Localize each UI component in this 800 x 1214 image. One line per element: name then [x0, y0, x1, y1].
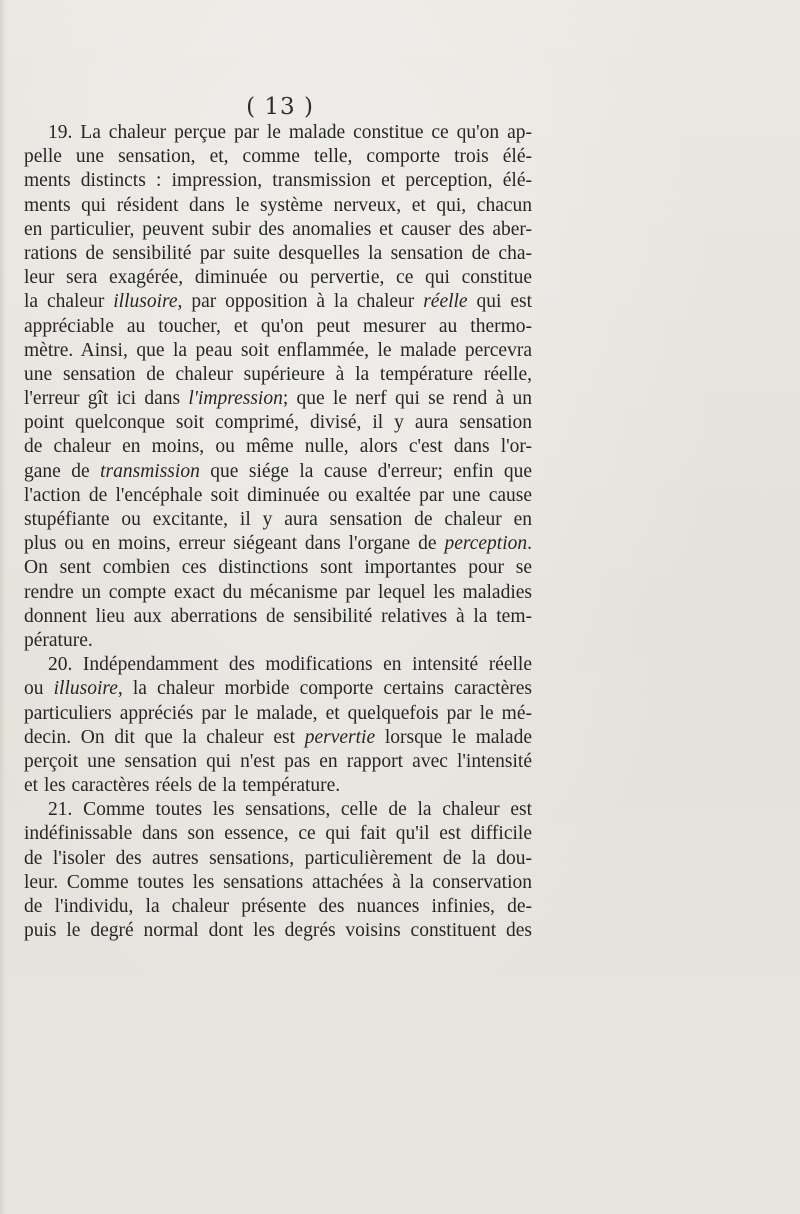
text-line: de chaleur en moins, ou même nulle, alors c'est dans l'or- [24, 436, 532, 458]
text-line: de l'individu, la chaleur présente des nuances infinies, de- [24, 896, 532, 917]
text-line: l'action de l'encéphale soit diminuée ou exaltée par une cause [24, 484, 532, 506]
page-number: ( 13 ) [246, 94, 314, 120]
text-line: rations de sensibilité par suite desquelles la sensation de cha- [24, 242, 532, 264]
text-line: indéfinissable dans son essence, ce qui fait qu'il est difficile [24, 823, 532, 845]
text-line: une sensation de chaleur supérieure à la température réelle, [24, 363, 532, 385]
text-line: gane de transmission que siége la cause d'erreur; enfin que [24, 460, 533, 482]
text-line: rendre un compte exact du mécanisme par lequel les maladies [24, 581, 532, 603]
text-line: pelle une sensation, et, comme telle, comporte trois élé- [24, 146, 532, 168]
text-line: en particulier, peuvent subir des anomalies et causer des aber- [24, 218, 532, 240]
text-line: la chaleur illusoire, par opposition à la chaleur réelle qui est [24, 291, 532, 313]
text-line: ou illusoire, la chaleur morbide comporte certains caractères [24, 678, 532, 700]
text-line: 20. Indépendamment des modifications en intensité réelle [48, 654, 532, 676]
text-line: ments qui résident dans le système nerveux, et qui, chacun [24, 194, 532, 216]
text-line: donnent lieu aux aberrations de sensibilité relatives à la tem- [24, 605, 532, 627]
text-line: et les caractères réels de la température. [24, 775, 341, 797]
text-line: stupéfiante ou excitante, il y aura sensation de chaleur en [24, 509, 532, 530]
text-line: point quelconque soit comprimé, divisé, il y aura sensation [24, 412, 532, 434]
text-line: appréciable au toucher, et qu'on peut mesurer au thermo- [24, 315, 532, 337]
body-text [24, 121, 532, 943]
text-line: On sent combien ces distinctions sont importantes pour se [24, 557, 532, 579]
text-line: mètre. Ainsi, que la peau soit enflammée, le malade percevra [24, 339, 532, 361]
text-line: ments distincts : impression, transmission et perception, élé- [24, 170, 532, 192]
text-line: pérature. [24, 629, 93, 651]
text-line: l'erreur gît ici dans l'impression; que le nerf qui se rend à un [24, 388, 532, 410]
text-line: de l'isoler des autres sensations, particulièrement de la dou- [24, 847, 532, 869]
text-line: perçoit une sensation qui n'est pas en rapport avec l'intensité [24, 750, 532, 772]
text-line: particuliers appréciés par le malade, et quelquefois par le mé- [24, 702, 532, 724]
text-line: 19. La chaleur perçue par le malade constitue ce qu'on ap- [48, 122, 532, 143]
text-line: 21. Comme toutes les sensations, celle de la chaleur est [48, 799, 532, 821]
text-line: decin. On dit que la chaleur est pervertie lorsque le malade [24, 726, 532, 748]
text-line: leur. Comme toutes les sensations attachées à la conservation [24, 871, 532, 893]
text-line: puis le degré normal dont les degrés voisins constituent des [24, 920, 532, 942]
page-edge-shadow [0, 0, 6, 1214]
text-line: leur sera exagérée, diminuée ou pervertie, ce qui constitue [24, 267, 532, 289]
text-line: plus ou en moins, erreur siégeant dans l'organe de perception. [24, 533, 532, 555]
